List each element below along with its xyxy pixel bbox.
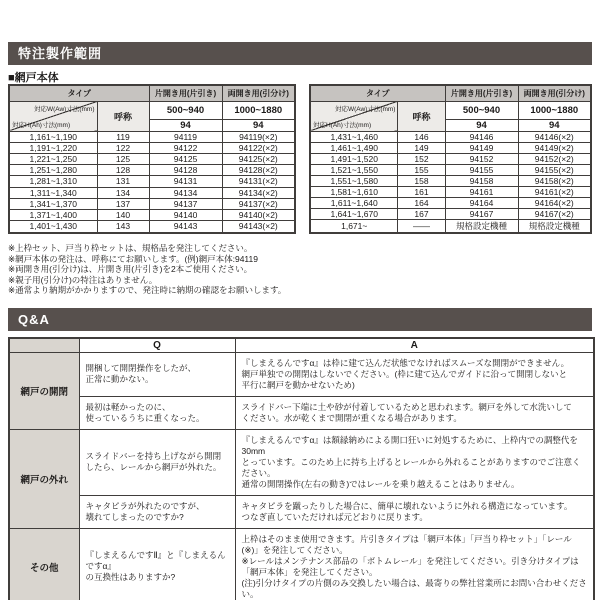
spec-cell: 1,161~1,190 <box>9 131 97 142</box>
col-header-designation: 呼称 <box>97 101 149 131</box>
single-width-range: 500~940 <box>149 101 222 119</box>
spec-row <box>9 142 295 153</box>
spec-cell: 94137 <box>149 198 222 209</box>
double-series-code: 94 <box>518 119 591 131</box>
spec-cell: 94167 <box>445 208 518 219</box>
qa-category-cell: その他 <box>9 528 79 600</box>
spec-cell: 94140(×2) <box>222 210 295 221</box>
section-header-custom-production-range: 特注製作範囲 <box>8 42 592 65</box>
spec-row <box>310 186 591 197</box>
spec-cell: 94155 <box>445 164 518 175</box>
spec-cell: ―― <box>398 219 445 233</box>
spec-cell: 94122(×2) <box>222 142 295 153</box>
qa-table <box>8 337 595 600</box>
diagonal-dimension-cell <box>310 101 398 131</box>
spec-cell: 140 <box>97 210 149 221</box>
spec-cell: 122 <box>97 142 149 153</box>
spec-cell: 1,281~1,310 <box>9 176 97 187</box>
spec-row <box>310 197 591 208</box>
qa-category-cell: 網戸の外れ <box>9 429 79 528</box>
spec-cell: 94125 <box>149 153 222 164</box>
spec-row <box>9 187 295 198</box>
spec-row <box>9 165 295 176</box>
qa-row <box>9 429 594 495</box>
spec-cell: 167 <box>398 208 445 219</box>
spec-row <box>310 131 591 142</box>
qa-answer-cell: キャタピラを蹴ったりした場合に、簡単に壊れないように外れる構造になっています。 つなぎ直していただければ元どおりに戻ります。 <box>235 495 594 528</box>
note-line: ※上枠セット、戸当り枠セットは、規格品を発注してください。 <box>8 243 253 253</box>
spec-cell: 1,551~1,580 <box>310 175 398 186</box>
answer-column-header: A <box>235 338 594 352</box>
spec-cell: 94149 <box>445 142 518 153</box>
spec-cell: 128 <box>97 165 149 176</box>
spec-cell: 161 <box>398 186 445 197</box>
spec-row <box>310 219 591 233</box>
spec-cell: 94131 <box>149 176 222 187</box>
spec-cell: 131 <box>97 176 149 187</box>
spec-cell: 94152 <box>445 153 518 164</box>
spec-row <box>310 153 591 164</box>
spec-row <box>310 142 591 153</box>
spec-cell: 94152(×2) <box>518 153 591 164</box>
qa-row <box>9 528 594 600</box>
spec-cell: 94119 <box>149 131 222 142</box>
spec-table-left <box>8 84 296 234</box>
spec-tables-row <box>8 84 592 234</box>
spec-row <box>9 221 295 233</box>
spec-cell: 1,251~1,280 <box>9 165 97 176</box>
qa-corner-cell <box>9 338 79 352</box>
double-width-range: 1000~1880 <box>518 101 591 119</box>
single-series-code: 94 <box>445 119 518 131</box>
spec-header-row-1 <box>310 85 591 101</box>
spec-cell: 94146(×2) <box>518 131 591 142</box>
spec-row <box>310 175 591 186</box>
double-width-range: 1000~1880 <box>222 101 295 119</box>
qa-question-cell: 開梱して開閉操作をしたが、 正常に動かない。 <box>79 352 235 396</box>
spec-cell: 94155(×2) <box>518 164 591 175</box>
note-line: ※親子用(引分け)の特注はありません。 <box>8 274 158 285</box>
col-header-double-sliding: 両開き用(引分け) <box>518 85 591 101</box>
col-header-designation: 呼称 <box>398 101 445 131</box>
spec-cell: 94143(×2) <box>222 221 295 233</box>
qa-question-cell: キャタピラが外れたのですが、 壊れてしまったのですか? <box>79 495 235 528</box>
width-dimension-label: 対応W(Aw)寸法(mm) <box>334 105 396 113</box>
spec-cell: 94125(×2) <box>222 153 295 164</box>
spec-row <box>310 208 591 219</box>
height-dimension-label: 対応H(Ah)寸法(mm) <box>312 121 372 129</box>
qa-table-body <box>9 352 594 600</box>
spec-cell: 158 <box>398 175 445 186</box>
qa-answer-cell: スライドバー下端に土や砂が付着しているためと思われます。網戸を外して水洗いして ください。水が乾くまで開閉が重くなる場合があります。 <box>235 396 594 429</box>
spec-cell: 125 <box>97 153 149 164</box>
spec-cell: 94158 <box>445 175 518 186</box>
note-line: ※両開き用(引分け)は、片開き用(片引き)を2本ご使用ください。 <box>8 264 253 275</box>
spec-cell: 1,581~1,610 <box>310 186 398 197</box>
qa-header-row <box>9 338 594 352</box>
spec-cell: 149 <box>398 142 445 153</box>
spec-cell: 1,461~1,490 <box>310 142 398 153</box>
diagonal-dimension-cell <box>9 101 97 131</box>
single-width-range: 500~940 <box>445 101 518 119</box>
col-header-single-sliding: 片開き用(片引き) <box>149 85 222 101</box>
spec-cell: 94137(×2) <box>222 198 295 209</box>
spec-cell: 94149(×2) <box>518 142 591 153</box>
qa-row <box>9 495 594 528</box>
spec-cell: 94164 <box>445 197 518 208</box>
spec-cell: 1,611~1,640 <box>310 197 398 208</box>
spec-cell: 94128 <box>149 165 222 176</box>
spec-cell: 164 <box>398 197 445 208</box>
spec-cell: 94134(×2) <box>222 187 295 198</box>
spec-cell: 94146 <box>445 131 518 142</box>
qa-question-cell: 最初は軽かったのに、 使っているうちに重くなった。 <box>79 396 235 429</box>
spec-cell: 94131(×2) <box>222 176 295 187</box>
spec-cell: 137 <box>97 198 149 209</box>
spec-table-right <box>309 84 592 234</box>
spec-row <box>9 210 295 221</box>
spec-row <box>9 153 295 164</box>
single-series-code: 94 <box>149 119 222 131</box>
qa-row <box>9 352 594 396</box>
spec-cell: 119 <box>97 131 149 142</box>
note-line: ※通常より納期がかかりますので、発注時に納期の確認をお願いします。 <box>8 285 287 296</box>
spec-cell: 94140 <box>149 210 222 221</box>
spec-cell: 152 <box>398 153 445 164</box>
spec-header-row-2 <box>310 101 591 119</box>
spec-cell: 155 <box>398 164 445 175</box>
spec-cell: 1,341~1,370 <box>9 198 97 209</box>
spec-cell: 1,521~1,550 <box>310 164 398 175</box>
spec-cell: 134 <box>97 187 149 198</box>
qa-category-cell: 網戸の開閉 <box>9 352 79 429</box>
spec-cell: 94128(×2) <box>222 165 295 176</box>
qa-question-cell: 『しまえるんですⅡ』と『しまえるんですα』 の互換性はありますか? <box>79 528 235 600</box>
spec-cell: 規格設定機種 <box>445 219 518 233</box>
col-header-type: タイプ <box>310 85 445 101</box>
spec-cell: 1,371~1,400 <box>9 210 97 221</box>
subsection-title-screen-body: ■網戸本体 <box>8 72 59 84</box>
question-column-header: Q <box>79 338 235 352</box>
spec-cell: 94134 <box>149 187 222 198</box>
spec-cell: 1,221~1,250 <box>9 153 97 164</box>
spec-header-row-1 <box>9 85 295 101</box>
spec-cell: 94122 <box>149 142 222 153</box>
spec-cell: 1,641~1,670 <box>310 208 398 219</box>
spec-cell: 1,311~1,340 <box>9 187 97 198</box>
spec-cell: 94161 <box>445 186 518 197</box>
col-header-single-sliding: 片開き用(片引き) <box>445 85 518 101</box>
spec-row <box>9 176 295 187</box>
spec-cell: 94119(×2) <box>222 131 295 142</box>
qa-question-cell: スライドバーを持ち上げながら開閉 したら、レールから網戸が外れた。 <box>79 429 235 495</box>
footnotes <box>8 243 286 296</box>
height-dimension-label: 対応H(Ah)寸法(mm) <box>12 121 71 129</box>
spec-cell: 1,191~1,220 <box>9 142 97 153</box>
spec-header-row-2 <box>9 101 295 119</box>
spec-cell: 1,671~ <box>310 219 398 233</box>
spec-cell: 1,401~1,430 <box>9 221 97 233</box>
col-header-type: タイプ <box>9 85 149 101</box>
col-header-double-sliding: 両開き用(引分け) <box>222 85 295 101</box>
qa-answer-cell: 上枠はそのまま使用できます。片引きタイプは「網戸本体」「戸当り枠セット」「レール(※)」を発注してください。 ※レールはメンテナンス部品の「ボトムレール」を発注してください。引き分けタイプは「網戸本体」を発注してください。 (注)引分けタイプの片側のみ交換したい場合は、最寄りの弊社営業所にお問い合わせください。 <box>235 528 594 600</box>
spec-cell: 94167(×2) <box>518 208 591 219</box>
spec-cell: 94143 <box>149 221 222 233</box>
spec-cell: 94161(×2) <box>518 186 591 197</box>
spec-cell: 1,431~1,460 <box>310 131 398 142</box>
qa-answer-cell: 『しまえるんですα』は額縁納めによる開口狂いに対処するために、上枠内での調整代を30mm とっています。このため上に持ち上げるとレールから外れることがありますのでご注意ください。 通常の開閉操作(左右の動き)ではレールを乗り越えることはありません。 <box>235 429 594 495</box>
spec-cell: 94164(×2) <box>518 197 591 208</box>
spec-table-right-body <box>310 131 591 233</box>
qa-answer-cell: 『しまえるんですα』は枠に建て込んだ状態でなければスムーズな開閉ができません。 網戸単独での開閉はしないでください。(枠に建て込んでガイドに沿って開閉しないと 平行に網戸を動かせないため) <box>235 352 594 396</box>
spec-row <box>310 164 591 175</box>
spec-cell: 規格設定機種 <box>518 219 591 233</box>
double-series-code: 94 <box>222 119 295 131</box>
spec-table-left-body <box>9 131 295 233</box>
spec-cell: 1,491~1,520 <box>310 153 398 164</box>
width-dimension-label: 対応W(Aw)寸法(mm) <box>33 105 95 113</box>
spec-cell: 146 <box>398 131 445 142</box>
spec-row <box>9 198 295 209</box>
spec-row <box>9 131 295 142</box>
spec-cell: 143 <box>97 221 149 233</box>
spec-cell: 94158(×2) <box>518 175 591 186</box>
section-header-qa: Q&A <box>8 308 592 331</box>
note-line: ※網戸本体の発注は、呼称にてお願いします。(例)網戸本体:94119 <box>8 253 258 264</box>
qa-row <box>9 396 594 429</box>
